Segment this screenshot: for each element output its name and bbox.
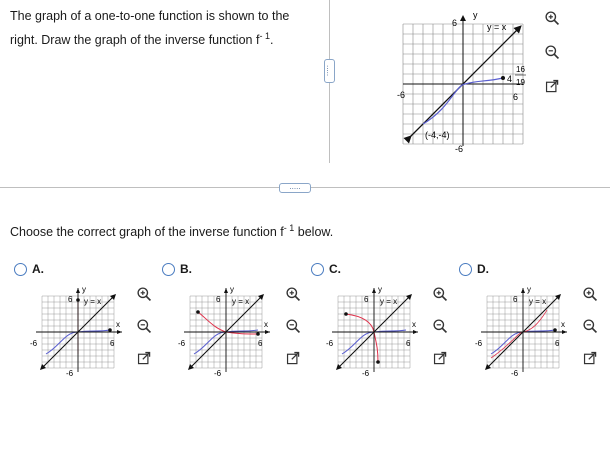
main-point-right-x: 4 <box>507 74 513 84</box>
option-a[interactable]: A. <box>14 262 44 276</box>
option-b[interactable]: B. <box>162 262 192 276</box>
option-d-zoom-out-icon[interactable] <box>582 318 599 335</box>
svg-text:-6: -6 <box>362 369 370 378</box>
svg-text:x: x <box>116 320 120 329</box>
option-b-zoom-out-icon[interactable] <box>285 318 302 335</box>
svg-text:y: y <box>378 285 382 294</box>
svg-text:y = x: y = x <box>84 297 102 306</box>
option-c-zoom-in-icon[interactable] <box>432 286 449 303</box>
svg-text:y: y <box>230 285 234 294</box>
question-line-2: right. Draw the graph of the inverse function $f^{- 1}$. <box>10 31 274 48</box>
svg-text:6: 6 <box>513 295 518 304</box>
svg-text:6: 6 <box>216 295 221 304</box>
option-d[interactable]: D. <box>459 262 489 276</box>
main-zoom-out-icon[interactable] <box>544 44 561 61</box>
main-external-link-icon[interactable] <box>544 78 561 95</box>
svg-text:-6: -6 <box>30 339 38 348</box>
svg-text:y = x: y = x <box>380 297 398 306</box>
main-point-right-num: 16 <box>516 65 525 74</box>
option-c-graph <box>326 282 422 378</box>
main-point-right-den: 19 <box>516 78 525 87</box>
option-b-external-link-icon[interactable] <box>285 350 302 367</box>
option-a-zoom-in-icon[interactable] <box>136 286 153 303</box>
main-tick-left: -6 <box>397 90 406 100</box>
option-b-zoom-in-icon[interactable] <box>285 286 302 303</box>
option-a-external-link-icon[interactable] <box>136 350 153 367</box>
svg-text:-6: -6 <box>475 339 483 348</box>
main-tick-right: 6 <box>513 92 519 102</box>
svg-text:6: 6 <box>110 339 115 348</box>
svg-text:x: x <box>561 320 565 329</box>
main-zoom-in-icon[interactable] <box>544 10 561 27</box>
vertical-resize-handle[interactable]: ..... <box>324 59 335 83</box>
svg-text:y: y <box>82 285 86 294</box>
option-b-graph <box>178 282 274 378</box>
svg-text:y = x: y = x <box>232 297 250 306</box>
svg-text:-6: -6 <box>66 369 74 378</box>
choose-text: Choose the correct graph of the inverse function $f^{- 1}$ below. <box>10 223 334 240</box>
main-identity-line <box>409 28 519 138</box>
svg-text:y: y <box>527 285 531 294</box>
svg-text:6: 6 <box>364 295 369 304</box>
svg-text:6: 6 <box>68 295 73 304</box>
svg-text:6: 6 <box>555 339 560 348</box>
svg-text:6: 6 <box>258 339 263 348</box>
option-c[interactable]: C. <box>311 262 341 276</box>
option-c-radio[interactable] <box>311 263 324 276</box>
option-d-zoom-in-icon[interactable] <box>582 286 599 303</box>
option-c-zoom-out-icon[interactable] <box>432 318 449 335</box>
main-point-right <box>501 76 505 80</box>
option-a-zoom-out-icon[interactable] <box>136 318 153 335</box>
main-point-left-label: (-4,-4) <box>425 130 450 140</box>
svg-text:y = x: y = x <box>529 297 547 306</box>
question-line-1: The graph of a one-to-one function is shown to the <box>10 9 290 23</box>
svg-text:-6: -6 <box>511 369 519 378</box>
svg-text:-6: -6 <box>214 369 222 378</box>
option-a-radio[interactable] <box>14 263 27 276</box>
main-y-label: y <box>473 10 478 20</box>
svg-text:6: 6 <box>406 339 411 348</box>
main-line-label: y = x <box>487 22 507 32</box>
main-tick-top: 6 <box>452 18 458 28</box>
main-graph <box>395 8 535 158</box>
main-tick-bottom: -6 <box>455 144 464 154</box>
option-d-external-link-icon[interactable] <box>582 350 599 367</box>
question-text <box>10 6 330 50</box>
option-a-graph <box>30 282 126 378</box>
option-d-graph <box>475 282 571 378</box>
horizontal-resize-handle[interactable]: ..... <box>279 183 311 193</box>
svg-text:-6: -6 <box>326 339 334 348</box>
svg-text:x: x <box>264 320 268 329</box>
option-b-radio[interactable] <box>162 263 175 276</box>
option-c-external-link-icon[interactable] <box>432 350 449 367</box>
svg-text:x: x <box>412 320 416 329</box>
svg-text:-6: -6 <box>178 339 186 348</box>
option-d-radio[interactable] <box>459 263 472 276</box>
